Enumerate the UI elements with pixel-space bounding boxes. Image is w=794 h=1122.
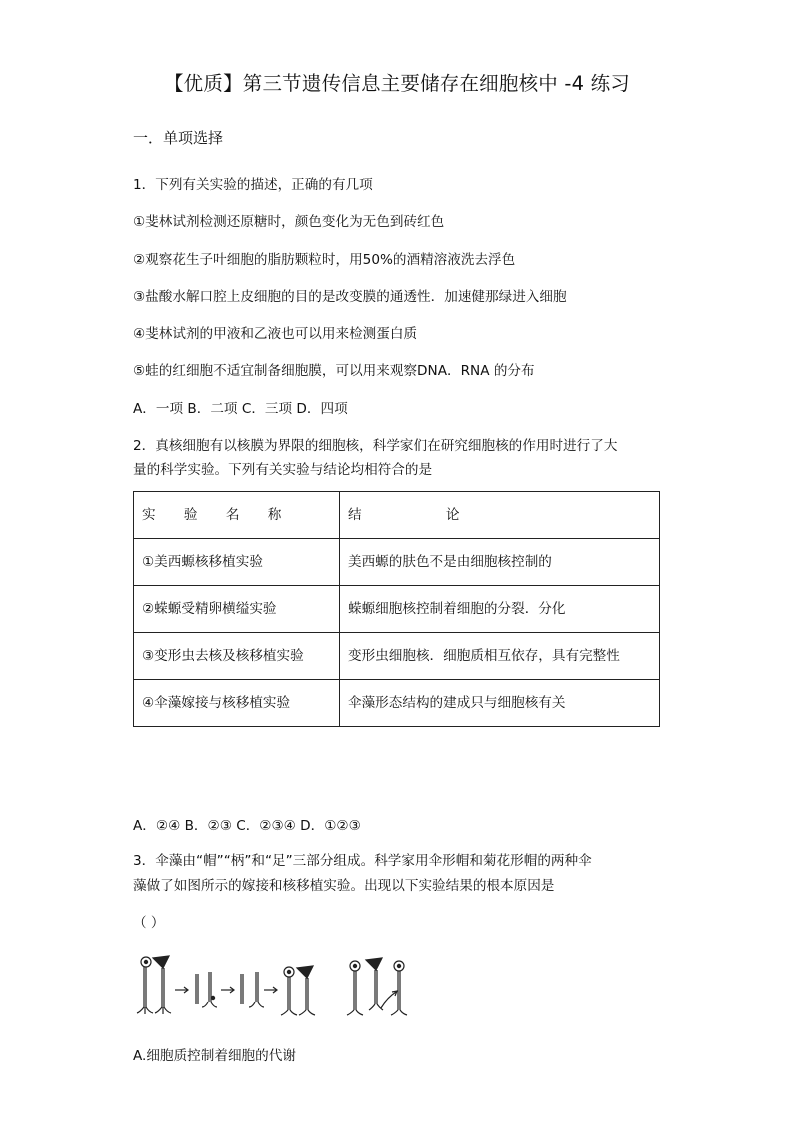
q2-stem-line2: 量的科学实验。下列有关实验与结论均相符合的是 — [133, 462, 433, 478]
table-cell: ②蝾螈受精卵横缢实验 — [134, 586, 340, 633]
page-title: 【优质】第三节遗传信息主要储存在细胞核中 -4 练习 — [163, 72, 631, 95]
q1-item-2: ②观察花生子叶细胞的脂肪颗粒时，用50%的酒精溶液洗去浮色 — [133, 252, 516, 268]
q3-option-a: A.细胞质控制着细胞的代谢 — [133, 1048, 296, 1064]
q2-stem-line1: 2．真核细胞有以核膜为界限的细胞核，科学家们在研究细胞核的作用时进行了大 — [133, 438, 618, 454]
table-header-cell: 结 论 — [340, 492, 660, 539]
q1-item-1: ①斐林试剂检测还原糖时，颜色变化为无色到砖红色 — [133, 214, 445, 230]
q1-item-3: ③盐酸水解口腔上皮细胞的目的是改变膜的通透性．加速健那绿进入细胞 — [133, 289, 567, 305]
table-header-row — [134, 492, 660, 539]
table-row — [134, 586, 660, 633]
table-row — [134, 539, 660, 586]
section-heading: 一．单项选择 — [133, 129, 224, 147]
q2-options: A．②④ B．②③ C．②③④ D．①②③ — [133, 818, 361, 834]
table-cell: 变形虫细胞核．细胞质相互依存，具有完整性 — [340, 633, 660, 680]
acetabularia-diagram — [133, 952, 413, 1022]
table-header-cell: 实 验 名 称 — [134, 492, 340, 539]
plant-stalk-cut — [196, 972, 217, 1007]
plant-flower-cap — [137, 957, 153, 1014]
table-cell: ①美西螈核移植实验 — [134, 539, 340, 586]
table-cell: 伞藻形态结构的建成只与细胞核有关 — [340, 680, 660, 727]
table-cell: 蝾螈细胞核控制着细胞的分裂．分化 — [340, 586, 660, 633]
plant-umbrella-cap — [153, 956, 171, 1014]
q1-item-4: ④斐林试剂的甲液和乙液也可以用来检测蛋白质 — [133, 326, 418, 342]
experiment-table — [133, 491, 660, 727]
table-row — [134, 680, 660, 727]
q3-stem-line1: 3．伞藻由“帽”“柄”和“足”三部分组成。科学家用伞形帽和菊花形帽的两种伞 — [133, 853, 592, 869]
table-cell: ④伞藻嫁接与核移植实验 — [134, 680, 340, 727]
q1-options: A．一项 B．二项 C．三项 D．四项 — [133, 401, 348, 417]
plant-result-umbrella — [297, 966, 315, 1015]
q1-item-5: ⑤蛙的红细胞不适宜制备细胞膜，可以用来观察DNA．RNA 的分布 — [133, 363, 535, 379]
q3-blank: （ ） — [133, 915, 165, 931]
plant-nucleus-transfer — [347, 958, 407, 1015]
plant-graft — [241, 972, 264, 1007]
table-cell: ③变形虫去核及核移植实验 — [134, 633, 340, 680]
table-row — [134, 633, 660, 680]
table-cell: 美西螈的肤色不是由细胞核控制的 — [340, 539, 660, 586]
plant-result-flower — [281, 967, 297, 1015]
q3-stem-line2: 藻做了如图所示的嫁接和核移植实验。出现以下实验结果的根本原因是 — [133, 878, 555, 894]
q1-stem: 1．下列有关实验的描述，正确的有几项 — [133, 177, 373, 193]
